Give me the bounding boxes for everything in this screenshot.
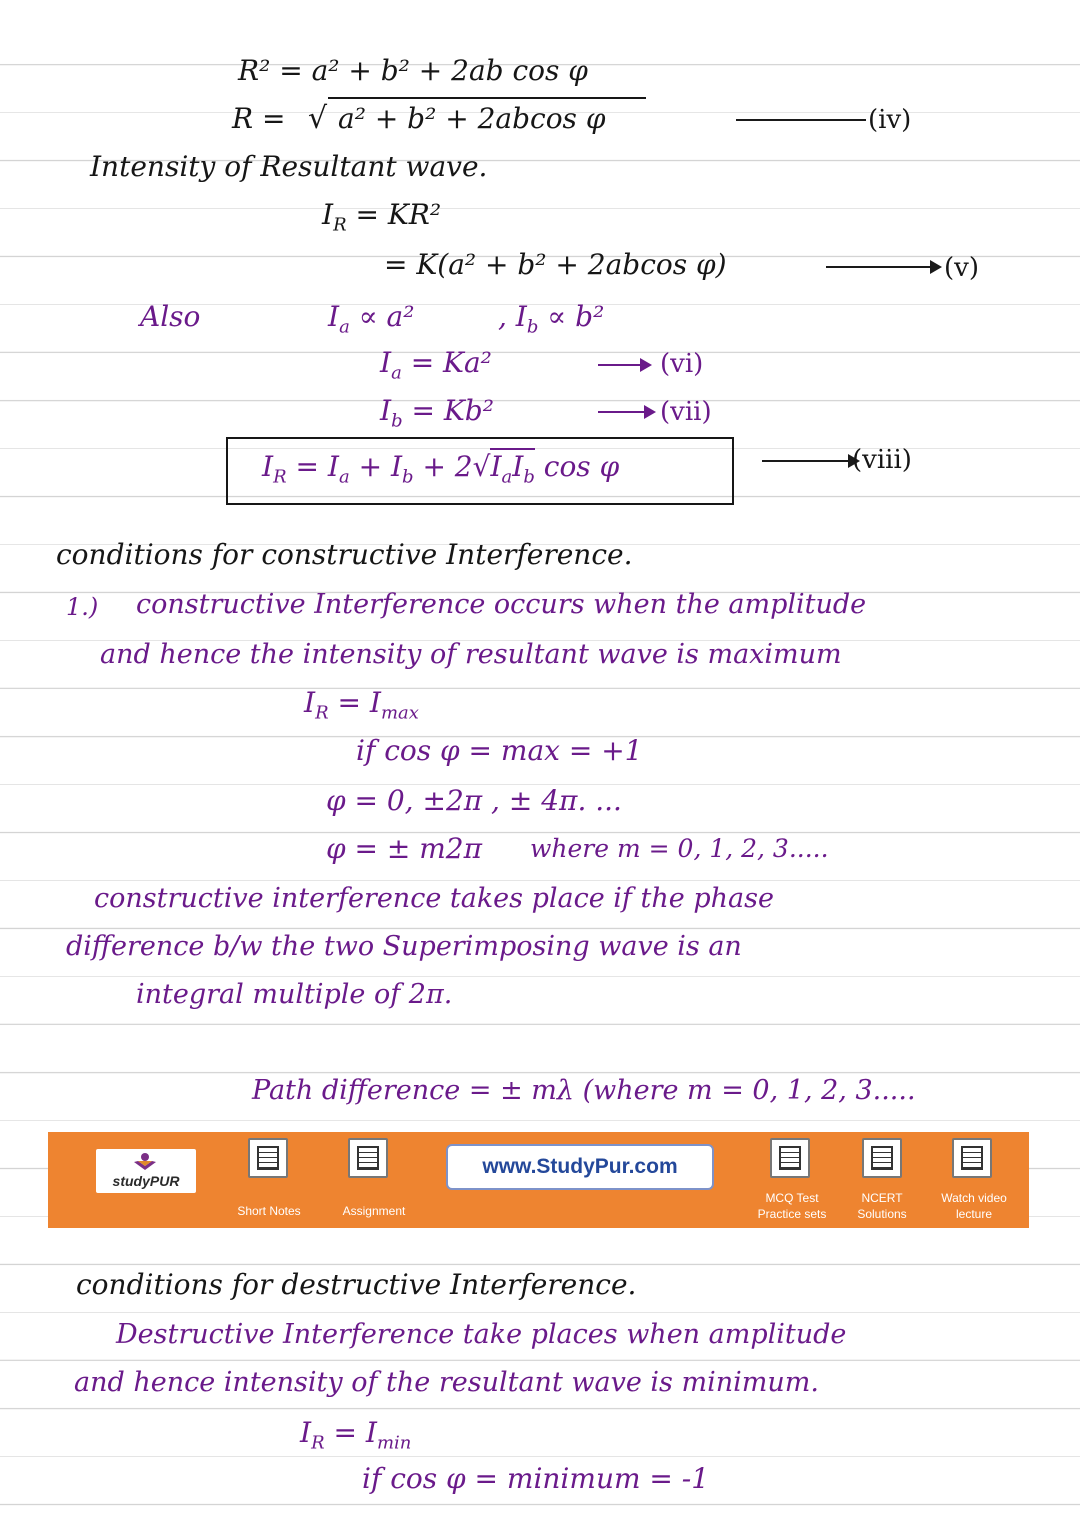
sqrt-symbol: √ xyxy=(308,101,328,136)
arrow-line-viii xyxy=(762,460,852,462)
equation-label-vi: (vi) xyxy=(660,349,704,379)
constructive-para2-line2: difference b/w the two Superimposing wave is an xyxy=(66,931,742,962)
equation-ir-imax: $I_R = I_{max}$ xyxy=(304,686,419,724)
arrow-line-iv xyxy=(736,119,866,121)
destructive-para-line2: and hence intensity of the resultant wave is minimum. xyxy=(74,1367,819,1398)
ncert-solutions-icon[interactable] xyxy=(862,1138,902,1178)
equation-ia-proportional: $I_a \propto a^2$ xyxy=(328,300,415,338)
constructive-para2-line3: integral multiple of 2π. xyxy=(136,979,453,1010)
arrow-head-v xyxy=(930,260,942,274)
arrow-line-vi xyxy=(598,364,642,366)
watch-video-label[interactable]: Watch video lecture xyxy=(941,1191,1007,1221)
destructive-heading: conditions for destructive Interference. xyxy=(76,1268,637,1301)
equation-cos-max: if cos φ = max = +1 xyxy=(356,734,643,767)
arrow-head-vi xyxy=(640,358,652,372)
path-difference-equation: Path difference = ± mλ (where m = 0, 1, 2, 3..... xyxy=(252,1075,916,1106)
assignment-label[interactable]: Assignment xyxy=(342,1204,406,1218)
intensity-heading: Intensity of Resultant wave. xyxy=(90,150,488,183)
ncert-solutions-label[interactable]: NCERT Solutions xyxy=(857,1191,907,1221)
equation-ir: $I_R = KR^2$ xyxy=(322,198,442,236)
short-notes-icon[interactable] xyxy=(248,1138,288,1178)
equation-label-iv: (iv) xyxy=(868,105,912,135)
constructive-para1-line2: and hence the intensity of resultant wave is maximum xyxy=(100,639,842,670)
mcq-test-icon[interactable] xyxy=(770,1138,810,1178)
equation-r-right: a² + b² + 2abcos φ xyxy=(338,102,606,135)
constructive-heading: conditions for constructive Interference. xyxy=(56,538,633,571)
equation-phi-m2pi: φ = ± m2π xyxy=(326,832,482,865)
equation-label-vii: (vii) xyxy=(660,397,712,427)
equation-ir-imin: $I_R = I_{min}$ xyxy=(300,1416,412,1454)
equation-m-values: where m = 0, 1, 2, 3..... xyxy=(530,834,829,863)
arrow-head-vii xyxy=(644,405,656,419)
boxed-equation-text: $I_R = I_a + I_b + 2√I_aI_b$ cos φ xyxy=(262,450,620,488)
also-label: Also xyxy=(140,300,201,333)
constructive-para2-line1: constructive interference takes place if the phase xyxy=(94,883,774,914)
studypur-logo[interactable] xyxy=(96,1149,196,1193)
constructive-point-number: 1.) xyxy=(66,593,99,621)
equation-phi-values: φ = 0, ±2π , ± 4π. ... xyxy=(326,784,622,817)
destructive-para-line1: Destructive Interference take places when amplitude xyxy=(116,1319,847,1350)
equation-r-left: R = xyxy=(232,102,286,135)
equation-ir-expanded: = K(a² + b² + 2abcos φ) xyxy=(384,248,727,281)
arrow-line-vii xyxy=(598,411,646,413)
watch-video-icon[interactable] xyxy=(952,1138,992,1178)
short-notes-label[interactable]: Short Notes xyxy=(237,1204,301,1218)
arrow-line-v xyxy=(826,266,932,268)
mcq-test-label[interactable]: MCQ Test Practice sets xyxy=(757,1191,827,1221)
constructive-para1-line1: constructive Interference occurs when the amplitude xyxy=(136,589,867,620)
website-url[interactable]: www.StudyPur.com xyxy=(482,1155,678,1178)
equation-ia: $I_a = Ka^2$ xyxy=(380,346,492,384)
studypur-logo-text: studyPUR xyxy=(112,1173,180,1189)
equation-label-viii: (viii) xyxy=(852,445,912,475)
studypur-logo-icon xyxy=(132,1152,158,1172)
equation-cos-min: if cos φ = minimum = -1 xyxy=(362,1462,710,1495)
studypur-banner xyxy=(48,1132,1029,1228)
equation-r-squared: R² = a² + b² + 2ab cos φ xyxy=(238,54,588,87)
website-link-box[interactable] xyxy=(446,1144,714,1190)
equation-label-v: (v) xyxy=(944,253,979,283)
assignment-icon[interactable] xyxy=(348,1138,388,1178)
equation-ib: $I_b = Kb^2$ xyxy=(380,394,494,432)
equation-ib-proportional: , $I_b \propto b^2$ xyxy=(498,300,605,338)
sqrt-bar xyxy=(328,97,646,99)
